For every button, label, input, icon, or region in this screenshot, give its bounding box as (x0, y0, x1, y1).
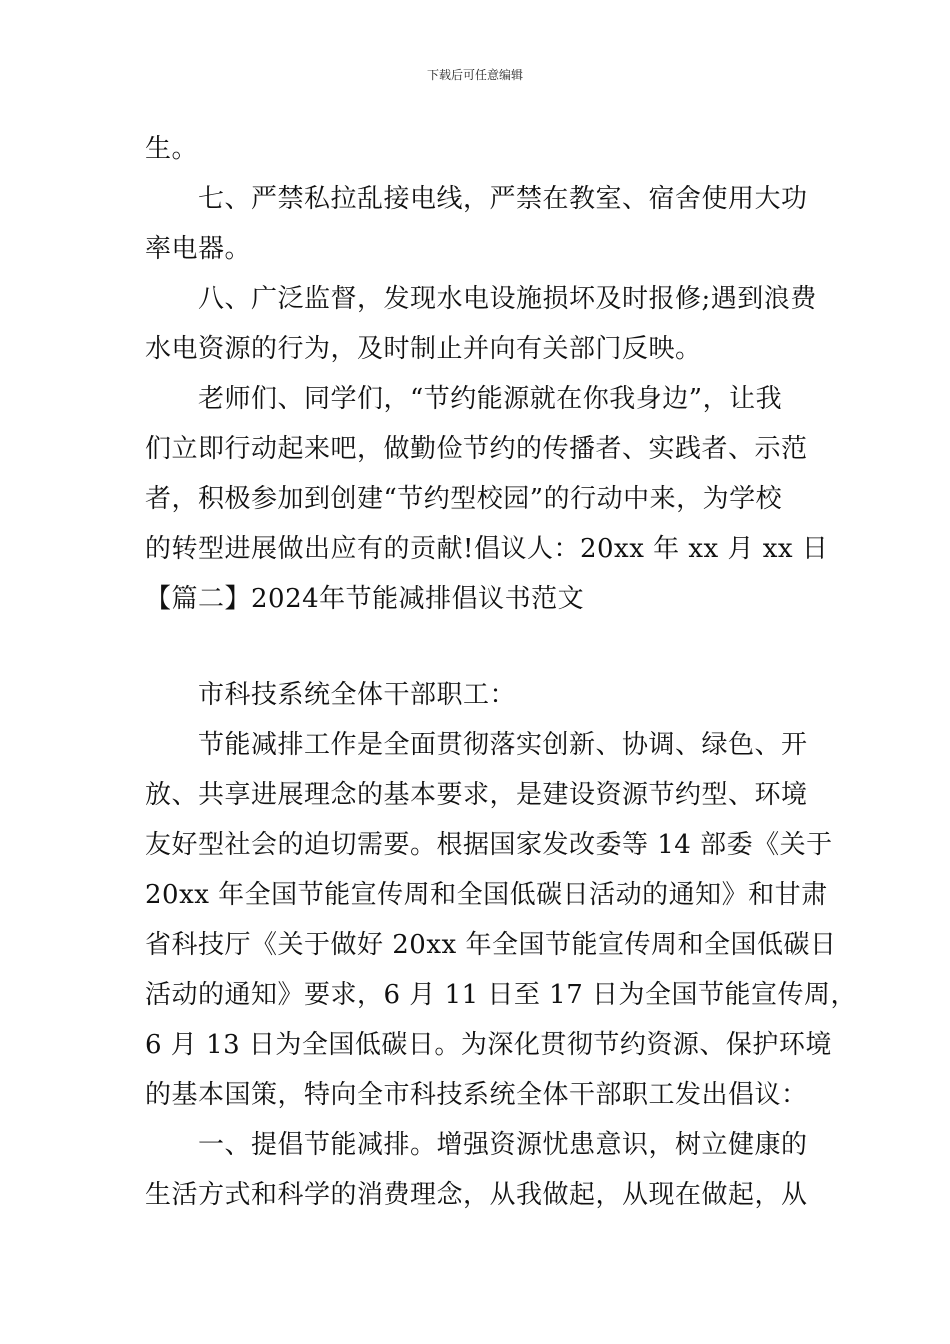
text-line: 节能减排工作是全面贯彻落实创新、协调、绿色、开 (198, 730, 808, 760)
text-line: 老师们、同学们，“节约能源就在你我身边”，让我 (198, 384, 783, 414)
text-line: 七、严禁私拉乱接电线，严禁在教室、宿舍使用大功 (198, 184, 808, 214)
text-line: 的基本国策，特向全市科技系统全体干部职工发出倡议： (145, 1080, 808, 1110)
text-line: 放、共享进展理念的基本要求，是建设资源节约型、环境 (145, 780, 808, 810)
text-line: 省科技厅《关于做好 20xx 年全国节能宣传周和全国低碳日 (145, 930, 837, 960)
text-line: 活动的通知》要求，6 月 11 日至 17 日为全国节能宣传周， (145, 980, 858, 1010)
section-heading: 【篇二】2024年节能减排倡议书范文 (145, 584, 585, 614)
text-line: 率电器。 (145, 234, 252, 264)
text-line: 生活方式和科学的消费理念，从我做起，从现在做起，从 (145, 1180, 808, 1210)
text-line: 们立即行动起来吧，做勤俭节约的传播者、实践者、示范 (145, 434, 808, 464)
text-line: 八、广泛监督，发现水电设施损坏及时报修;遇到浪费 (198, 284, 817, 314)
text-line: 者，积极参加到创建“节约型校园”的行动中来，为学校 (145, 484, 783, 514)
text-line: 一、提倡节能减排。增强资源忧患意识，树立健康的 (198, 1130, 808, 1160)
salutation: 市科技系统全体干部职工： (198, 680, 517, 710)
text-line: 6 月 13 日为全国低碳日。为深化贯彻节约资源、保护环境 (145, 1030, 832, 1060)
text-line: 生。 (145, 134, 199, 164)
text-line: 水电资源的行为，及时制止并向有关部门反映。 (145, 334, 702, 364)
page-header: 下载后可任意编辑 (426, 68, 523, 82)
text-line: 20xx 年全国节能宣传周和全国低碳日活动的通知》和甘肃 (145, 880, 828, 910)
text-line: 的转型进展做出应有的贡献!倡议人：20xx 年 xx 月 xx 日 (145, 534, 829, 564)
text-line: 友好型社会的迫切需要。根据国家发改委等 14 部委《关于 (145, 830, 833, 860)
